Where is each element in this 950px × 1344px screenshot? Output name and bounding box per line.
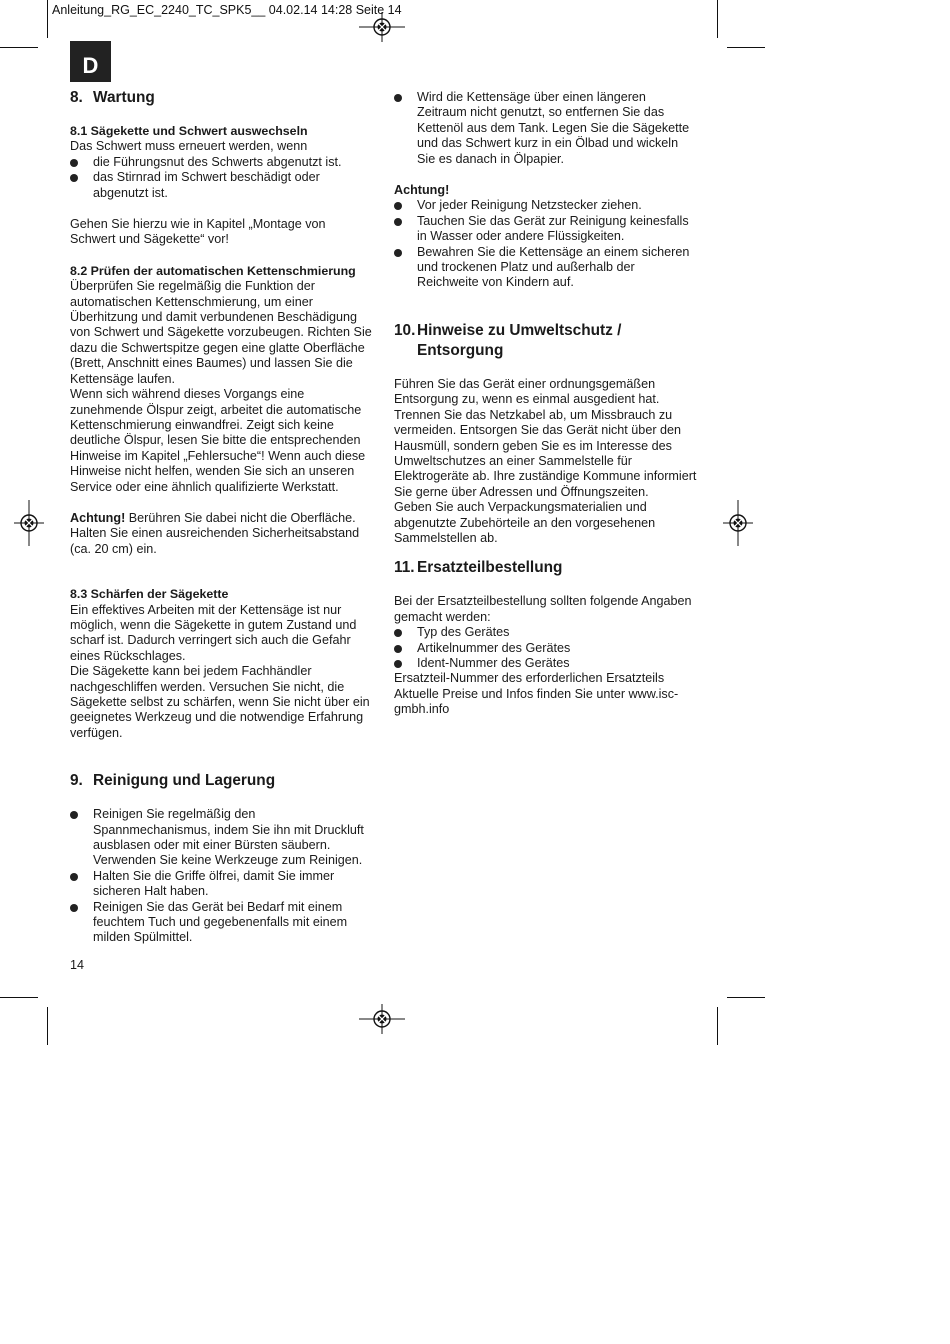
crop-mark-tl-v (47, 0, 48, 38)
cleaning-warning-label: Achtung! (394, 183, 450, 198)
section-8-2-paragraph-1: Überprüfen Sie regelmäßig die Funktion der automatischen Kettenschmierung, um einer Überhitzung und damit verbundenen Beschädigung von Schwert und Sägekette vorzubeugen. Richten Sie dazu die Schwertspitze gegen eine glatte Oberfläche (Brett, Anschnitt eines Baumes) und lassen Sie die Kettensäge laufen. (70, 279, 372, 386)
crop-mark-bl-v (47, 1007, 48, 1045)
crop-mark-br-v (717, 1007, 718, 1045)
section-11-heading: 11. Ersatzteilbestellung (394, 559, 563, 577)
list-item: Wird die Kettensäge über einen längeren Zeitraum nicht genutzt, so entfernen Sie das Kettenöl aus dem Tank. Legen Sie die Sägekette und das Schwert kurz in ein Ölbad und wickeln Sie es danach in Ölpapier. (394, 90, 698, 167)
left-column (70, 88, 372, 946)
section-8-3-heading: 8.3 Schärfen der Sägekette (70, 587, 229, 602)
list-item: Reinigen Sie das Gerät bei Bedarf mit einem feuchtem Tuch und gegebenenfalls mit einem milden Spülmittel. (70, 900, 372, 946)
list-item: Tauchen Sie das Gerät zur Reinigung keinesfalls in Wasser oder andere Flüssigkeiten. (394, 214, 698, 245)
section-8-2-warning: Achtung! Berühren Sie dabei nicht die Oberfläche. Halten Sie einen ausreichenden Sicherheitsabstand (ca. 20 cm) ein. (70, 510, 360, 556)
section-9-list (70, 807, 372, 946)
section-8-heading: 8. Wartung (70, 89, 155, 106)
section-8-2-heading: 8.2 Prüfen der automatischen Kettenschmierung (70, 263, 356, 278)
crop-mark-br-h (727, 997, 765, 998)
section-9-heading: 9. Reinigung und Lagerung (70, 772, 276, 790)
cleaning-warning-list (394, 198, 698, 290)
section-8-1-reference: Gehen Sie hierzu wie in Kapitel „Montage von Schwert und Sägekette“ vor! (70, 217, 326, 247)
section-11-paragraph-1: Ersatzteil-Nummer des erforderlichen Ersatzteils (394, 671, 665, 686)
crop-mark-bl-h (0, 997, 38, 998)
section-8-1-heading: 8.1 Sägekette und Schwert auswechseln (70, 124, 308, 138)
list-item: Typ des Gerätes (394, 625, 698, 640)
section-10-paragraph-1: Führen Sie das Gerät einer ordnungsgemäßen Entsorgung zu, wenn es einmal ausgedient hat. Trennen Sie das Netzkabel ab, um Missbrauch zu vermeiden. Entsorgen Sie das Gerät nicht über den Hausmüll, sondern geben Sie es im Interesse des Umweltschutzes an einer Sammelstelle für Elektrogeräte ab. Ihre zuständige Kommune informiert Sie gerne über Adressen und Öffnungszeiten. (394, 376, 697, 499)
list-item: Halten Sie die Griffe ölfrei, damit Sie immer sicheren Halt haben. (70, 869, 372, 900)
page-number: 14 (70, 958, 85, 972)
registration-mark-bottom-icon (359, 1004, 405, 1034)
section-11-paragraph-2: Aktuelle Preise und Infos finden Sie unter www.isc-gmbh.info (394, 686, 679, 717)
section-9-list-continued (394, 90, 698, 167)
section-8-3-paragraph-1: Ein effektives Arbeiten mit der Kettensäge ist nur möglich, wenn die Sägekette in gutem Zustand und scharf ist. Dadurch verringert sich auch die Gefahr eines Rückschlages. (70, 602, 357, 663)
section-10-heading: 10. Hinweise zu Umweltschutz / Entsorgung (394, 321, 622, 359)
crop-mark-tr-v (717, 0, 718, 38)
registration-mark-right-icon (723, 500, 753, 546)
list-item: Artikelnummer des Gerätes (394, 641, 698, 656)
list-item: die Führungsnut des Schwerts abgenutzt ist. (70, 155, 372, 170)
crop-mark-tl-h (0, 47, 38, 48)
right-column (394, 90, 698, 718)
section-8-1-list (70, 155, 372, 201)
registration-mark-left-icon (14, 500, 44, 546)
list-item: Ident-Nummer des Gerätes (394, 656, 698, 671)
section-8-1-intro: Das Schwert muss erneuert werden, wenn (70, 139, 308, 154)
section-11-intro: Bei der Ersatzteilbestellung sollten folgende Angaben gemacht werden: (394, 594, 692, 624)
print-slug: Anleitung_RG_EC_2240_TC_SPK5__ 04.02.14 14:28 Seite 14 (52, 3, 402, 17)
list-item: das Stirnrad im Schwert beschädigt oder abgenutzt ist. (70, 170, 372, 201)
warning-label: Achtung! (70, 510, 126, 525)
section-11-list (394, 625, 698, 671)
list-item: Vor jeder Reinigung Netzstecker ziehen. (394, 198, 698, 213)
language-badge: D (70, 41, 111, 82)
list-item: Bewahren Sie die Kettensäge an einem sicheren und trockenen Platz und außerhalb der Reichweite von Kindern auf. (394, 245, 698, 291)
section-8-2-paragraph-2: Wenn sich während dieses Vorgangs eine zunehmende Ölspur zeigt, arbeitet die automatische Kettenschmierung einwandfrei. Zeigt sich keine deutliche Ölspur, lesen Sie bitte die entsprechenden Hinweise im Kapitel „Fehlersuche“! Wenn auch diese Hinweise nicht helfen, wenden Sie sich an unseren Service oder eine ähnlich qualifizierte Werkstatt. (70, 387, 366, 494)
section-10-paragraph-2: Geben Sie auch Verpackungsmaterialien und abgenutzte Zubehörteile an den vorgesehenen Sammelstellen ab. (394, 500, 656, 545)
section-8-3-paragraph-2: Die Sägekette kann bei jedem Fachhändler nachgeschliffen werden. Versuchen Sie nicht, die Sägekette selbst zu schärfen, wenn Sie nicht über ein geeignetes Werkzeug und die notwendige Erfahrung verfügen. (70, 664, 370, 740)
list-item: Reinigen Sie regelmäßig den Spannmechanismus, indem Sie ihn mit Druckluft ausblasen oder mit einer Bürsten säubern. Verwenden Sie keine Werkzeuge zum Reinigen. (70, 807, 372, 869)
registration-mark-top-icon (359, 12, 405, 42)
crop-mark-tr-h (727, 47, 765, 48)
